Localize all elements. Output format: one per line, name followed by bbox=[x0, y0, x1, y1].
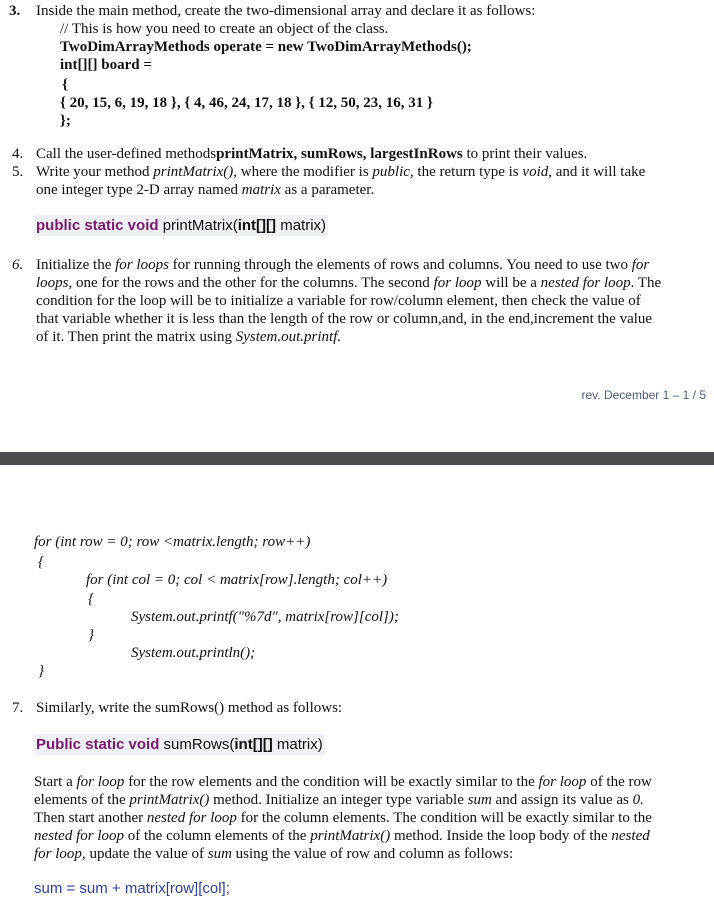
code-rows: { 20, 15, 6, 19, 18 }, { 4, 46, 24, 17, 18 }, { 12, 50, 23, 16, 31 } bbox=[60, 95, 433, 111]
code-brace: { bbox=[88, 591, 94, 607]
code-brace: } bbox=[38, 663, 44, 679]
sumrows-paragraph: Start a for loop for the row elements and the condition will be exactly similar to the for loop of the row elements of the printMatrix() method. Initialize an integer type variable sum and assign its value as 0. Then start another nested for loop for the column elements. The condition will be exactly similar to the nested for loop of the column elements of the printMatrix() method. Inside the loop body of the nested for loop, update the value of sum using the value of row and column as follows: bbox=[34, 774, 652, 862]
code-brace: { bbox=[38, 554, 44, 570]
item-text: Call the user-defined methodsprintMatrix, sumRows, largestInRows to print their values. bbox=[36, 146, 588, 162]
item-text-line-2: one integer type 2-D array named matrix as a parameter. bbox=[36, 182, 375, 198]
code-close-brace: }; bbox=[60, 113, 71, 129]
item-number: 4. bbox=[12, 146, 24, 162]
item-number: 5. bbox=[12, 164, 24, 180]
method-signature-printmatrix: public static void printMatrix(int[][] matrix) bbox=[36, 217, 327, 234]
code-for-col: for (int col = 0; col < matrix[row].length; col++) bbox=[86, 572, 388, 588]
code-println: System.out.println(); bbox=[131, 645, 256, 661]
code-brace: } bbox=[88, 627, 94, 643]
code-for-row: for (int row = 0; row <matrix.length; row++) bbox=[34, 534, 311, 550]
page-separator bbox=[0, 452, 714, 465]
sum-statement: sum = sum + matrix[row][col]; bbox=[34, 880, 230, 897]
item-number: 6. bbox=[12, 257, 24, 273]
item-number: 7. bbox=[12, 700, 24, 716]
code-operate: TwoDimArrayMethods operate = new TwoDimArrayMethods(); bbox=[60, 39, 472, 55]
item-text: Similarly, write the sumRows() method as follows: bbox=[36, 700, 343, 716]
code-printf: System.out.printf("%7d", matrix[row][col]); bbox=[131, 609, 399, 625]
code-board: int[][] board = bbox=[60, 57, 152, 73]
item-paragraph: Initialize the for loops for running through the elements of rows and columns. You need to use two for loops, one for the rows and the other for the columns. The second for loop will be a nested for loop. The condition for the loop will be to initialize a variable for row/column element, then check the value of that variable whether it is less than the length of the row or column,and, in the end,increment the value of it. Then print the matrix using System.out.printf. bbox=[36, 257, 662, 345]
item-number: 3. bbox=[9, 3, 21, 19]
item-text-line-1: Write your method printMatrix(), where the modifier is public, the return type is void, and it will take bbox=[36, 164, 646, 180]
code-comment: // This is how you need to create an object of the class. bbox=[60, 21, 389, 37]
page-footer-revision: rev. December 1 – 1 / 5 bbox=[581, 388, 706, 402]
item-text: Inside the main method, create the two-dimensional array and declare it as follows: bbox=[36, 3, 536, 19]
code-open-brace: { bbox=[62, 77, 68, 93]
method-signature-sumrows: Public static void sumRows(int[][] matrix) bbox=[36, 736, 323, 753]
